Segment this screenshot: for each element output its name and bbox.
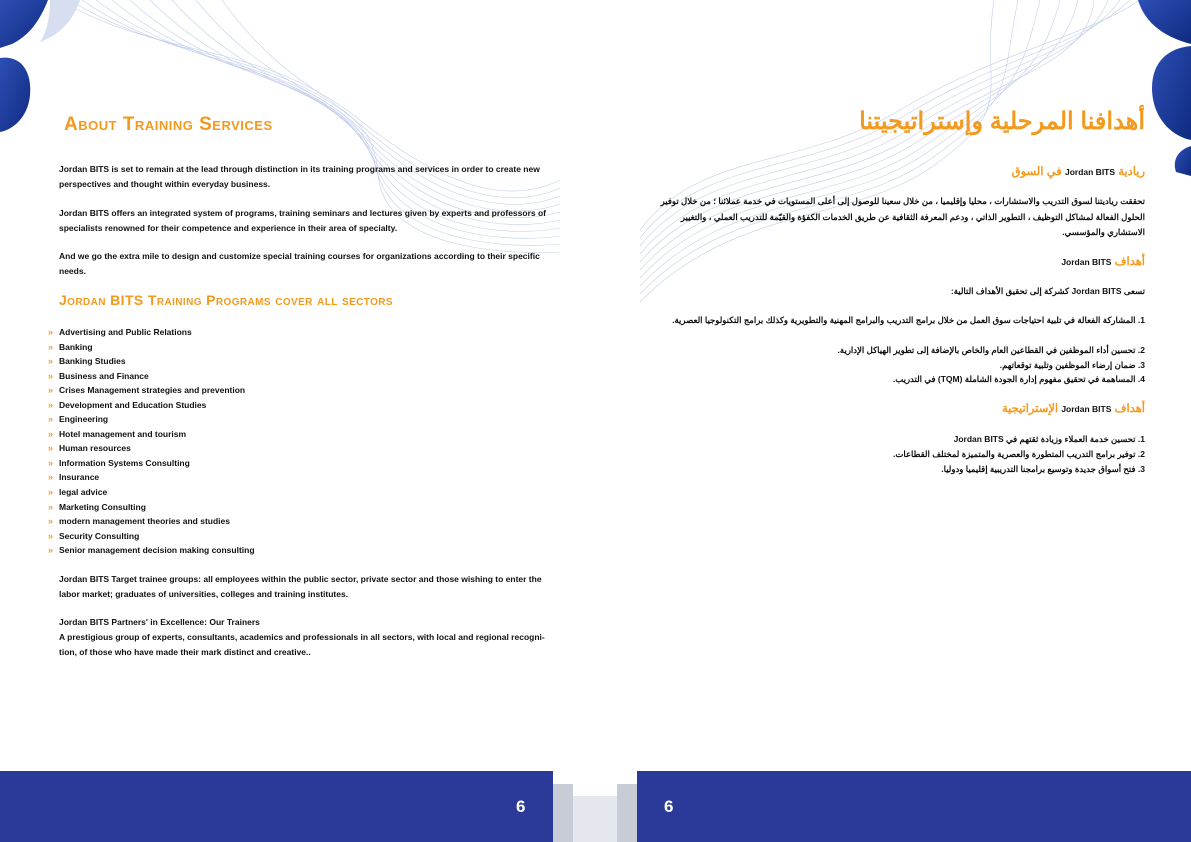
- list-item: [48, 441, 255, 456]
- strategy-heading-part-2: الإستراتيجية: [1001, 403, 1059, 415]
- sector-label: Marketing Consulting: [59, 501, 146, 512]
- sector-label: Security Consulting: [59, 530, 140, 541]
- sector-label: Advertising and Public Relations: [59, 327, 192, 337]
- list-item: [48, 369, 255, 384]
- goal-item-2: 2. تحسين أداء الموظفين في القطاعين العام والخاص بالإضافة إلى تطوير الهياكل الإدارية.: [837, 345, 1145, 355]
- bullet-icon: »: [48, 545, 54, 556]
- goal-item-1: 1. المشاركة الفعالة في تلبية احتياجات سوق العمل من خلال برامج التدريب والبرامج المهنية والتطويرية وكذلك برامج التكنولوجيا العصرية.: [672, 315, 1145, 325]
- list-item: [48, 485, 255, 500]
- partners-paragraph: A prestigious group of experts, consultants, academics and professionals in all sectors, with local and regional recogni-tion, of those who have made their mark distinct and creative..: [59, 632, 545, 657]
- sector-label: Insurance: [59, 472, 100, 483]
- right-page: [596, 0, 1191, 842]
- sector-label: modern management theories and studies: [59, 516, 230, 527]
- bullet-icon: »: [48, 428, 54, 439]
- sector-label: Senior management decision making consulting: [59, 545, 255, 556]
- goals-heading-arabic: أهداف: [1114, 256, 1145, 268]
- goal-item-4: 4. المساهمة في تحقيق مفهوم إدارة الجودة الشاملة (TQM) في التدريب.: [892, 374, 1145, 384]
- bullet-icon: »: [48, 356, 54, 367]
- target-groups-paragraph: Jordan BITS Target trainee groups: all employees within the public sector, private sector and those wishing to enter the labor market; graduates of universities, colleges and training institutes.: [59, 574, 542, 599]
- strategy-item-3: 3. فتح أسواق جديدة وتوسيع برامجنا التدريبية إقليميا ودوليا.: [941, 464, 1145, 474]
- list-item: [48, 383, 255, 398]
- list-item: [48, 543, 255, 558]
- vision-heading: [1012, 164, 1145, 178]
- list-item: [48, 500, 255, 515]
- bullet-icon: »: [48, 487, 54, 498]
- partners-heading: Jordan BITS Partners' in Excellence: Our Trainers: [59, 617, 260, 627]
- list-item: [48, 412, 255, 427]
- bullet-icon: »: [48, 370, 54, 381]
- sector-label: Information Systems Consulting: [59, 457, 190, 468]
- strategy-heading: [1002, 401, 1145, 415]
- strategy-item-1: 1. تحسين خدمة العملاء وزيادة ثقتهم في Jordan BITS: [953, 434, 1145, 444]
- list-item: [48, 340, 255, 355]
- strategy-item-2: 2. توفير برامج التدريب المتطورة والعصرية والمتميزة لمختلف القطاعات.: [893, 449, 1145, 459]
- sector-label: legal advice: [59, 487, 108, 498]
- bullet-icon: »: [48, 457, 54, 468]
- list-item: [48, 354, 255, 369]
- vision-heading-brand: Jordan BITS: [1064, 167, 1116, 177]
- bullet-icon: »: [48, 327, 54, 337]
- list-item: [48, 427, 255, 442]
- bullet-icon: »: [48, 472, 54, 483]
- bullet-icon: »: [48, 530, 54, 541]
- intro-paragraph-2: Jordan BITS offers an integrated system of programs, training seminars and lectures given by experts and professors of specialists renowned for their competence and experience in their area of specialty.: [59, 208, 546, 233]
- list-item: [48, 398, 255, 413]
- right-page-number: 6: [664, 797, 674, 816]
- list-item: [48, 529, 255, 544]
- sector-label: Crises Management strategies and prevention: [59, 385, 246, 396]
- list-item: [48, 514, 255, 529]
- sector-label: Development and Education Studies: [59, 399, 207, 410]
- sector-label: Banking Studies: [59, 356, 126, 367]
- intro-paragraph-3: And we go the extra mile to design and customize special training courses for organizations according to their specific needs.: [59, 251, 540, 276]
- sector-label: Engineering: [59, 414, 109, 425]
- sector-label: Business and Finance: [59, 370, 149, 381]
- sector-label: Human resources: [59, 443, 131, 454]
- sector-label: Hotel management and tourism: [59, 428, 187, 439]
- goals-heading: [1061, 254, 1145, 268]
- bullet-icon: »: [48, 341, 54, 352]
- vision-heading-part-1: ريادية: [1118, 166, 1145, 178]
- goals-heading-brand: Jordan BITS: [1061, 257, 1112, 267]
- strategy-heading-brand: Jordan BITS: [1061, 404, 1112, 414]
- bullet-icon: »: [48, 443, 54, 454]
- goals-intro: تسعى Jordan BITS كشركة إلى تحقيق الأهداف التالية:: [950, 286, 1145, 296]
- strategy-heading-part-1: أهداف: [1114, 403, 1145, 415]
- bullet-icon: »: [48, 414, 54, 425]
- intro-paragraph-1: Jordan BITS is set to remain at the lead through distinction in its training programs and services in order to create new perspectives and thought within everyday business.: [59, 164, 540, 189]
- vision-heading-part-2: في السوق: [1011, 166, 1062, 178]
- bullet-icon: »: [48, 501, 54, 512]
- list-item: [48, 456, 255, 471]
- page-title: About Training Services: [64, 114, 273, 135]
- page-title-arabic: أهدافنا المرحلية وإستراتيجيتنا: [859, 108, 1145, 135]
- bullet-icon: »: [48, 399, 54, 410]
- programs-title: Jordan BITS Training Programs cover all sectors: [59, 292, 393, 308]
- bullet-icon: »: [48, 516, 54, 527]
- goal-item-3: 3. ضمان إرضاء الموظفين وتلبية توقعاتهم.: [999, 360, 1145, 370]
- sector-label: Banking: [59, 341, 93, 352]
- list-item: [48, 470, 255, 485]
- list-item: [48, 325, 255, 340]
- left-page: [0, 0, 595, 842]
- left-page-number: 6: [516, 797, 526, 816]
- bullet-icon: »: [48, 385, 54, 396]
- vision-paragraph: تحققت رياديتنا لسوق التدريب والاستشارات ، محليا وإقليميا ، من خلال سعينا للوصول إلى أعلى المستويات في خدمة عملائنا ؛ من خلال توفير الحلول الفعالة لمشاكل التوظيف ، التطوير الذاتي ، ودعم المعرفة الثقافية عن طريق الخدمات الكفؤة والقيّمة للتدريب العملي ، والتغيير الاستشاري والمؤسسي.: [660, 196, 1145, 237]
- sectors-list: [48, 325, 255, 558]
